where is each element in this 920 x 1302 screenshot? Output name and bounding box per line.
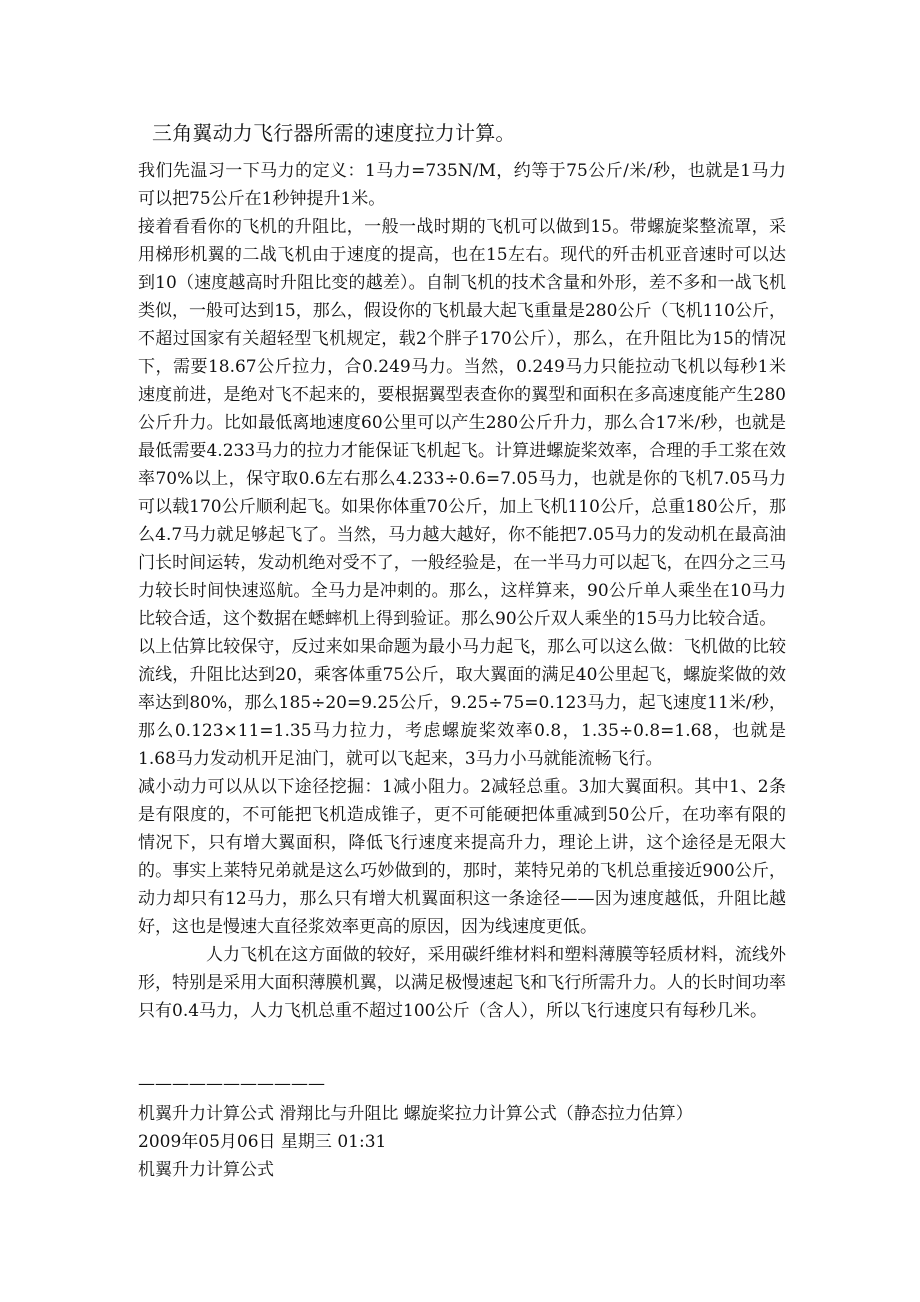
related-article-date: 2009年05月06日 星期三 01:31 <box>138 1132 387 1152</box>
related-article-title: 机翼升力计算公式 滑翔比与升阻比 螺旋桨拉力计算公式（静态拉力估算） <box>138 1104 693 1124</box>
paragraph-minimum-power-estimate: 以上估算比较保守，反过来如果命题为最小马力起飞，那么可以这么做：飞机做的比较流线，升阻比达到20，乘客体重75公斤，取大翼面的满足40公里起飞，螺旋桨做的效率达到80%，那么185÷20=9.25公斤，9.25÷75=0.123马力，起飞速度11米/秒，那么0.123×11=1.35马力拉力，考虑螺旋桨效率0.8，1.35÷0.8=1.68，也就是1.68马力发动机开足油门，就可以飞起来，3马力小马就能流畅飞行。 <box>138 637 786 769</box>
related-article-subtitle: 机翼升力计算公式 <box>138 1160 274 1180</box>
section-divider: ——————————— <box>138 1074 325 1094</box>
document-title: 三角翼动力飞行器所需的速度拉力计算。 <box>152 121 516 145</box>
related-article <box>138 1100 818 1184</box>
paragraph-power-reduction: 减小动力可以从以下途径挖掘：1减小阻力。2减轻总重。3加大翼面积。其中1、2条是有限度的，不可能把飞机造成锥子，更不可能硬把体重减到50公斤，在功率有限的情况下，只有增大翼面积，降低飞行速度来提高升力，理论上讲，这个途径是无限大的。事实上莱特兄弟就是这么巧妙做到的，那时，莱特兄弟的飞机总重接近900公斤，动力却只有12马力，那么只有增大机翼面积这一条途径——因为速度越低，升阻比越好，这也是慢速大直径浆效率更高的原因，因为线速度更低。 <box>138 777 786 937</box>
document-body <box>138 157 786 1025</box>
paragraph-horsepower-definition: 我们先温习一下马力的定义：1马力=735N/M，约等于75公斤/米/秒，也就是1马力可以把75公斤在1秒钟提升1米。 <box>138 161 786 209</box>
paragraph-lift-drag-estimate: 接着看看你的飞机的升阻比，一般一战时期的飞机可以做到15。带螺旋桨整流罩，采用梯形机翼的二战飞机由于速度的提高，也在15左右。现代的歼击机亚音速时可以达到10（速度越高时升阻比变的越差）。自制飞机的技术含量和外形，差不多和一战飞机类似，一般可达到15，那么，假设你的飞机最大起飞重量是280公斤（飞机110公斤，不超过国家有关超轻型飞机规定，载2个胖子170公斤），那么，在升阻比为15的情况下，需要18.67公斤拉力，合0.249马力。当然，0.249马力只能拉动飞机以每秒1米速度前进，是绝对飞不起来的，要根据翼型表查你的翼型和面积在多高速度能产生280公斤升力。比如最低离地速度60公里可以产生280公斤升力，那么合17米/秒，也就是最低需要4.233马力的拉力才能保证飞机起飞。计算进螺旋桨效率，合理的手工浆在效率70%以上，保守取0.6左右那么4.233÷0.6=7.05马力，也就是你的飞机7.05马力可以载170公斤顺利起飞。如果你体重70公斤，加上飞机110公斤，总重180公斤，那么4.7马力就足够起飞了。当然，马力越大越好，你不能把7.05马力的发动机在最高油门长时间运转，发动机绝对受不了，一般经验是，在一半马力可以起飞，在四分之三马力较长时间快速巡航。全马力是冲刺的。那么，这样算来，90公斤单人乘坐在10马力比较合适，这个数据在蟋蟀机上得到验证。那么90公斤双人乘坐的15马力比较合适。 <box>138 217 786 629</box>
paragraph-human-powered-aircraft: 人力飞机在这方面做的较好，采用碳纤维材料和塑料薄膜等轻质材料，流线外形，特别是采用大面积薄膜机翼，以满足极慢速起飞和飞行所需升力。人的长时间功率只有0.4马力，人力飞机总重不超过100公斤（含人），所以飞行速度只有每秒几米。 <box>138 945 786 1021</box>
